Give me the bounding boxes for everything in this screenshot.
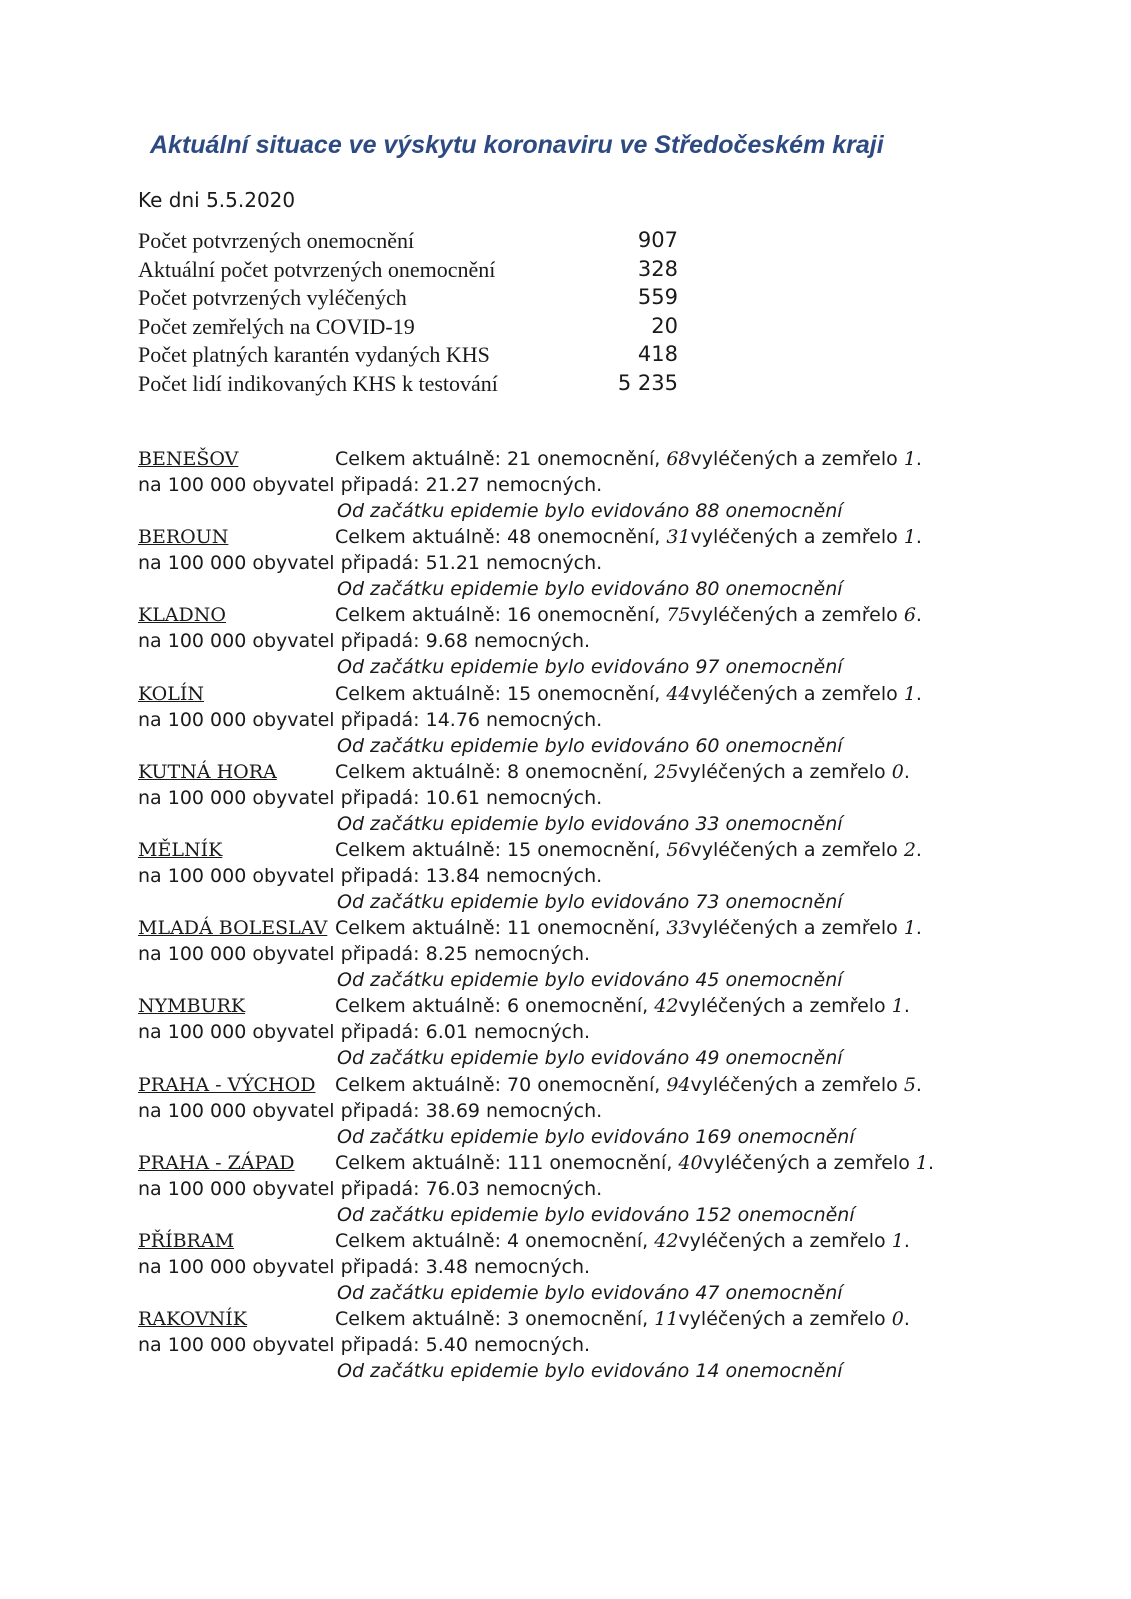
active-count: 8 bbox=[507, 760, 520, 783]
district-total-line bbox=[337, 811, 843, 837]
district-entry bbox=[138, 524, 958, 602]
rate-unit: nemocných. bbox=[480, 1099, 603, 1122]
recovered-label: vyléčených a zemřelo bbox=[690, 604, 904, 627]
rate-unit: nemocných. bbox=[480, 1177, 603, 1200]
total-count: 169 bbox=[695, 1125, 732, 1148]
total-count: 33 bbox=[695, 812, 720, 835]
total-unit: onemocnění bbox=[719, 578, 843, 601]
total-label: Od začátku epidemie bylo evidováno bbox=[337, 890, 696, 913]
rate-label: na 100 000 obyvatel připadá: bbox=[138, 1334, 426, 1357]
summary-row bbox=[138, 257, 678, 286]
district-rate-line bbox=[138, 550, 602, 576]
deaths-count: 1 bbox=[903, 917, 916, 940]
total-unit: onemocnění bbox=[719, 500, 843, 522]
rate-unit: nemocných. bbox=[480, 786, 603, 809]
recovered-label: vyléčených a zemřelo bbox=[690, 1073, 904, 1096]
rate-unit: nemocných. bbox=[480, 474, 603, 496]
district-entry bbox=[138, 759, 958, 837]
period: . bbox=[915, 682, 922, 705]
rate-unit: nemocných. bbox=[467, 943, 591, 966]
recovered-label: vyléčených a zemřelo bbox=[690, 526, 904, 549]
summary-value: 418 bbox=[637, 342, 678, 367]
recovered-count: 33 bbox=[666, 917, 691, 940]
rate-unit: nemocných. bbox=[480, 708, 603, 731]
total-unit: onemocnění bbox=[731, 1125, 855, 1148]
active-label: Celkem aktuálně: bbox=[335, 604, 508, 627]
total-count: 88 bbox=[695, 500, 720, 522]
rate-label: na 100 000 obyvatel připadá: bbox=[138, 864, 426, 887]
total-unit: onemocnění bbox=[719, 1360, 843, 1383]
summary-row bbox=[138, 314, 678, 343]
district-name: RAKOVNÍK bbox=[138, 1308, 247, 1331]
summary-label: Aktuální počet potvrzených onemocnění bbox=[138, 256, 496, 282]
district-name: KOLÍN bbox=[138, 682, 205, 705]
active-count: 3 bbox=[507, 1308, 520, 1331]
recovered-count: 11 bbox=[654, 1308, 679, 1331]
total-unit: onemocnění bbox=[719, 1281, 843, 1304]
period: . bbox=[903, 995, 910, 1018]
active-label: Celkem aktuálně: bbox=[335, 917, 508, 940]
deaths-count: 1 bbox=[891, 995, 904, 1018]
recovered-label: vyléčených a zemřelo bbox=[678, 760, 892, 783]
recovered-count: 68 bbox=[666, 448, 691, 470]
rate-value: 8.25 bbox=[425, 943, 468, 966]
recovered-label: vyléčených a zemřelo bbox=[702, 1151, 916, 1174]
period: . bbox=[927, 1151, 935, 1174]
period: . bbox=[903, 1308, 910, 1331]
period: . bbox=[915, 448, 922, 470]
recovered-count: 75 bbox=[666, 604, 691, 627]
period: . bbox=[903, 1229, 910, 1252]
period: . bbox=[903, 760, 910, 783]
active-count: 70 bbox=[507, 1073, 532, 1096]
rate-value: 13.84 bbox=[425, 864, 481, 887]
recovered-label: vyléčených a zemřelo bbox=[690, 682, 904, 705]
recovered-label: vyléčených a zemřelo bbox=[690, 917, 904, 940]
district-entry bbox=[138, 446, 958, 524]
district-entry bbox=[138, 602, 958, 680]
recovered-count: 42 bbox=[654, 995, 679, 1018]
district-rate-line bbox=[138, 1176, 602, 1202]
district-summary bbox=[335, 1228, 910, 1254]
district-summary bbox=[335, 915, 922, 941]
recovered-label: vyléčených a zemřelo bbox=[678, 1308, 892, 1331]
district-name: PRAHA - VÝCHOD bbox=[138, 1073, 316, 1096]
rate-unit: nemocných. bbox=[467, 630, 591, 653]
summary-row bbox=[138, 342, 678, 371]
deaths-count: 6 bbox=[903, 604, 916, 627]
district-total-line bbox=[337, 1202, 855, 1228]
total-label: Od začátku epidemie bylo evidováno bbox=[337, 1047, 696, 1070]
district-rate-line bbox=[138, 628, 590, 654]
total-count: 47 bbox=[695, 1281, 720, 1304]
cases-label: onemocnění, bbox=[531, 838, 667, 861]
district-entry bbox=[138, 681, 958, 759]
district-total-line bbox=[337, 1358, 843, 1384]
cases-label: onemocnění, bbox=[531, 526, 667, 549]
district-rate-line bbox=[138, 1332, 590, 1358]
total-count: 152 bbox=[695, 1203, 732, 1226]
rate-unit: nemocných. bbox=[467, 1255, 591, 1278]
total-label: Od začátku epidemie bylo evidováno bbox=[337, 1281, 696, 1304]
district-entry bbox=[138, 993, 958, 1071]
summary-row bbox=[138, 371, 678, 400]
recovered-count: 94 bbox=[666, 1073, 691, 1096]
rate-label: na 100 000 obyvatel připadá: bbox=[138, 630, 426, 653]
active-count: 11 bbox=[507, 917, 532, 940]
district-entry bbox=[138, 1150, 958, 1228]
rate-value: 9.68 bbox=[425, 630, 468, 653]
summary-label: Počet zemřelých na COVID-19 bbox=[138, 313, 415, 339]
rate-unit: nemocných. bbox=[467, 1021, 591, 1044]
recovered-label: vyléčených a zemřelo bbox=[690, 838, 904, 861]
deaths-count: 0 bbox=[891, 760, 904, 783]
recovered-count: 56 bbox=[666, 838, 691, 861]
total-unit: onemocnění bbox=[719, 1047, 843, 1070]
district-name: KLADNO bbox=[138, 604, 226, 627]
cases-label: onemocnění, bbox=[519, 995, 655, 1018]
active-count: 15 bbox=[507, 838, 532, 861]
cases-label: onemocnění, bbox=[531, 917, 667, 940]
district-total-line bbox=[337, 1124, 855, 1150]
rate-value: 5.40 bbox=[425, 1334, 468, 1357]
recovered-count: 40 bbox=[678, 1151, 703, 1174]
district-summary bbox=[335, 602, 922, 628]
rate-label: na 100 000 obyvatel připadá: bbox=[138, 474, 426, 496]
district-summary bbox=[335, 1306, 910, 1332]
active-label: Celkem aktuálně: bbox=[335, 682, 508, 705]
rate-value: 10.61 bbox=[425, 786, 481, 809]
total-label: Od začátku epidemie bylo evidováno bbox=[337, 1360, 696, 1383]
rate-value: 6.01 bbox=[425, 1021, 468, 1044]
district-rate-line bbox=[138, 1254, 590, 1280]
total-unit: onemocnění bbox=[719, 656, 843, 679]
recovered-count: 25 bbox=[654, 760, 679, 783]
active-count: 15 bbox=[507, 682, 532, 705]
district-entry bbox=[138, 1228, 958, 1306]
summary-value: 5 235 bbox=[617, 370, 678, 395]
rate-value: 76.03 bbox=[425, 1177, 481, 1200]
district-total-line bbox=[337, 654, 843, 680]
district-summary bbox=[335, 446, 922, 472]
district-summary bbox=[335, 993, 910, 1019]
summary-label: Počet platných karantén vydaných KHS bbox=[138, 342, 490, 368]
district-summary bbox=[335, 1150, 934, 1176]
district-name: BENEŠOV bbox=[138, 448, 239, 470]
total-label: Od začátku epidemie bylo evidováno bbox=[337, 812, 696, 835]
page-title: Aktuální situace ve výskytu koronaviru ve Středočeském kraji bbox=[150, 131, 884, 159]
deaths-count: 1 bbox=[903, 526, 916, 549]
rate-label: na 100 000 obyvatel připadá: bbox=[138, 786, 426, 809]
active-label: Celkem aktuálně: bbox=[335, 526, 508, 549]
cases-label: onemocnění, bbox=[519, 760, 655, 783]
deaths-count: 5 bbox=[903, 1073, 916, 1096]
total-label: Od začátku epidemie bylo evidováno bbox=[337, 500, 696, 522]
rate-value: 14.76 bbox=[425, 708, 481, 731]
district-rate-line bbox=[138, 472, 602, 498]
cases-label: onemocnění, bbox=[531, 604, 667, 627]
district-summary bbox=[335, 1072, 922, 1098]
deaths-count: 1 bbox=[915, 1151, 928, 1174]
total-count: 14 bbox=[695, 1360, 720, 1383]
recovered-count: 42 bbox=[654, 1229, 679, 1252]
total-count: 49 bbox=[695, 1047, 720, 1070]
active-count: 48 bbox=[507, 526, 532, 549]
recovered-count: 31 bbox=[666, 526, 691, 549]
district-entry bbox=[138, 915, 958, 993]
cases-label: onemocnění, bbox=[531, 1073, 667, 1096]
cases-label: onemocnění, bbox=[531, 448, 667, 470]
total-count: 45 bbox=[695, 969, 720, 992]
district-total-line bbox=[337, 498, 843, 524]
active-count: 16 bbox=[507, 604, 532, 627]
district-name: PŘÍBRAM bbox=[138, 1229, 235, 1252]
summary-value: 559 bbox=[637, 285, 678, 310]
period: . bbox=[915, 604, 922, 627]
period: . bbox=[915, 917, 922, 940]
total-label: Od začátku epidemie bylo evidováno bbox=[337, 734, 696, 757]
total-count: 73 bbox=[695, 890, 720, 913]
recovered-label: vyléčených a zemřelo bbox=[690, 448, 904, 470]
total-unit: onemocnění bbox=[719, 969, 843, 992]
rate-value: 38.69 bbox=[425, 1099, 481, 1122]
total-label: Od začátku epidemie bylo evidováno bbox=[337, 578, 696, 601]
rate-label: na 100 000 obyvatel připadá: bbox=[138, 1021, 426, 1044]
district-summary bbox=[335, 759, 910, 785]
summary-label: Počet potvrzených vyléčených bbox=[138, 285, 407, 311]
active-count: 4 bbox=[507, 1229, 520, 1252]
recovered-label: vyléčených a zemřelo bbox=[678, 995, 892, 1018]
rate-label: na 100 000 obyvatel připadá: bbox=[138, 552, 426, 575]
rate-label: na 100 000 obyvatel připadá: bbox=[138, 1099, 426, 1122]
district-rate-line bbox=[138, 863, 602, 889]
period: . bbox=[915, 1073, 922, 1096]
total-unit: onemocnění bbox=[731, 1203, 855, 1226]
rate-value: 21.27 bbox=[425, 474, 481, 496]
deaths-count: 1 bbox=[903, 448, 916, 470]
active-count: 111 bbox=[507, 1151, 544, 1174]
district-list bbox=[138, 446, 958, 1384]
period: . bbox=[915, 838, 922, 861]
rate-unit: nemocných. bbox=[480, 552, 603, 575]
district-summary bbox=[335, 524, 922, 550]
active-label: Celkem aktuálně: bbox=[335, 838, 508, 861]
summary-label: Počet potvrzených onemocnění bbox=[138, 228, 415, 253]
rate-label: na 100 000 obyvatel připadá: bbox=[138, 1255, 426, 1278]
district-name: NYMBURK bbox=[138, 995, 246, 1018]
report-date: Ke dni 5.5.2020 bbox=[138, 188, 296, 212]
rate-value: 3.48 bbox=[425, 1255, 468, 1278]
active-label: Celkem aktuálně: bbox=[335, 995, 508, 1018]
deaths-count: 1 bbox=[903, 682, 916, 705]
rate-label: na 100 000 obyvatel připadá: bbox=[138, 1177, 426, 1200]
district-rate-line bbox=[138, 707, 602, 733]
active-label: Celkem aktuálně: bbox=[335, 1151, 508, 1174]
total-label: Od začátku epidemie bylo evidováno bbox=[337, 1203, 696, 1226]
total-count: 60 bbox=[695, 734, 720, 757]
cases-label: onemocnění, bbox=[531, 682, 667, 705]
district-rate-line bbox=[138, 1098, 602, 1124]
summary-table bbox=[138, 228, 678, 400]
rate-unit: nemocných. bbox=[480, 864, 603, 887]
summary-row bbox=[138, 228, 678, 257]
district-name: PRAHA - ZÁPAD bbox=[138, 1151, 295, 1174]
active-label: Celkem aktuálně: bbox=[335, 760, 508, 783]
district-summary bbox=[335, 681, 922, 707]
total-label: Od začátku epidemie bylo evidováno bbox=[337, 656, 696, 679]
active-count: 21 bbox=[507, 448, 532, 470]
district-name: KUTNÁ HORA bbox=[138, 760, 277, 783]
recovered-count: 44 bbox=[666, 682, 691, 705]
district-total-line bbox=[337, 1045, 843, 1071]
summary-value: 20 bbox=[651, 313, 678, 338]
rate-value: 51.21 bbox=[425, 552, 481, 575]
district-name: MLADÁ BOLESLAV bbox=[138, 917, 328, 940]
district-entry bbox=[138, 837, 958, 915]
summary-label: Počet lidí indikovaných KHS k testování bbox=[138, 370, 498, 396]
total-label: Od začátku epidemie bylo evidováno bbox=[337, 1125, 696, 1148]
rate-label: na 100 000 obyvatel připadá: bbox=[138, 943, 426, 966]
total-unit: onemocnění bbox=[719, 812, 843, 835]
district-total-line bbox=[337, 889, 843, 915]
district-name: MĚLNÍK bbox=[138, 838, 223, 861]
district-entry bbox=[138, 1072, 958, 1150]
rate-label: na 100 000 obyvatel připadá: bbox=[138, 708, 426, 731]
active-label: Celkem aktuálně: bbox=[335, 1073, 508, 1096]
active-label: Celkem aktuálně: bbox=[335, 1308, 508, 1331]
district-summary bbox=[335, 837, 922, 863]
district-rate-line bbox=[138, 941, 590, 967]
summary-value: 328 bbox=[637, 256, 678, 281]
cases-label: onemocnění, bbox=[519, 1308, 655, 1331]
district-total-line bbox=[337, 733, 843, 759]
total-unit: onemocnění bbox=[719, 890, 843, 913]
total-unit: onemocnění bbox=[719, 734, 843, 757]
district-total-line bbox=[337, 1280, 843, 1306]
summary-value: 907 bbox=[637, 228, 678, 252]
active-count: 6 bbox=[507, 995, 520, 1018]
recovered-label: vyléčených a zemřelo bbox=[678, 1229, 892, 1252]
district-rate-line bbox=[138, 1019, 590, 1045]
deaths-count: 2 bbox=[903, 838, 916, 861]
rate-unit: nemocných. bbox=[467, 1334, 591, 1357]
district-rate-line bbox=[138, 785, 602, 811]
active-label: Celkem aktuálně: bbox=[335, 448, 508, 470]
district-total-line bbox=[337, 576, 843, 602]
district-entry bbox=[138, 1306, 958, 1384]
period: . bbox=[915, 526, 922, 549]
cases-label: onemocnění, bbox=[519, 1229, 655, 1252]
total-count: 80 bbox=[695, 578, 720, 601]
deaths-count: 1 bbox=[891, 1229, 904, 1252]
total-count: 97 bbox=[695, 656, 720, 679]
deaths-count: 0 bbox=[891, 1308, 904, 1331]
summary-row bbox=[138, 285, 678, 314]
total-label: Od začátku epidemie bylo evidováno bbox=[337, 969, 696, 992]
district-total-line bbox=[337, 967, 843, 993]
active-label: Celkem aktuálně: bbox=[335, 1229, 508, 1252]
district-name: BEROUN bbox=[138, 526, 229, 549]
cases-label: onemocnění, bbox=[543, 1151, 679, 1174]
